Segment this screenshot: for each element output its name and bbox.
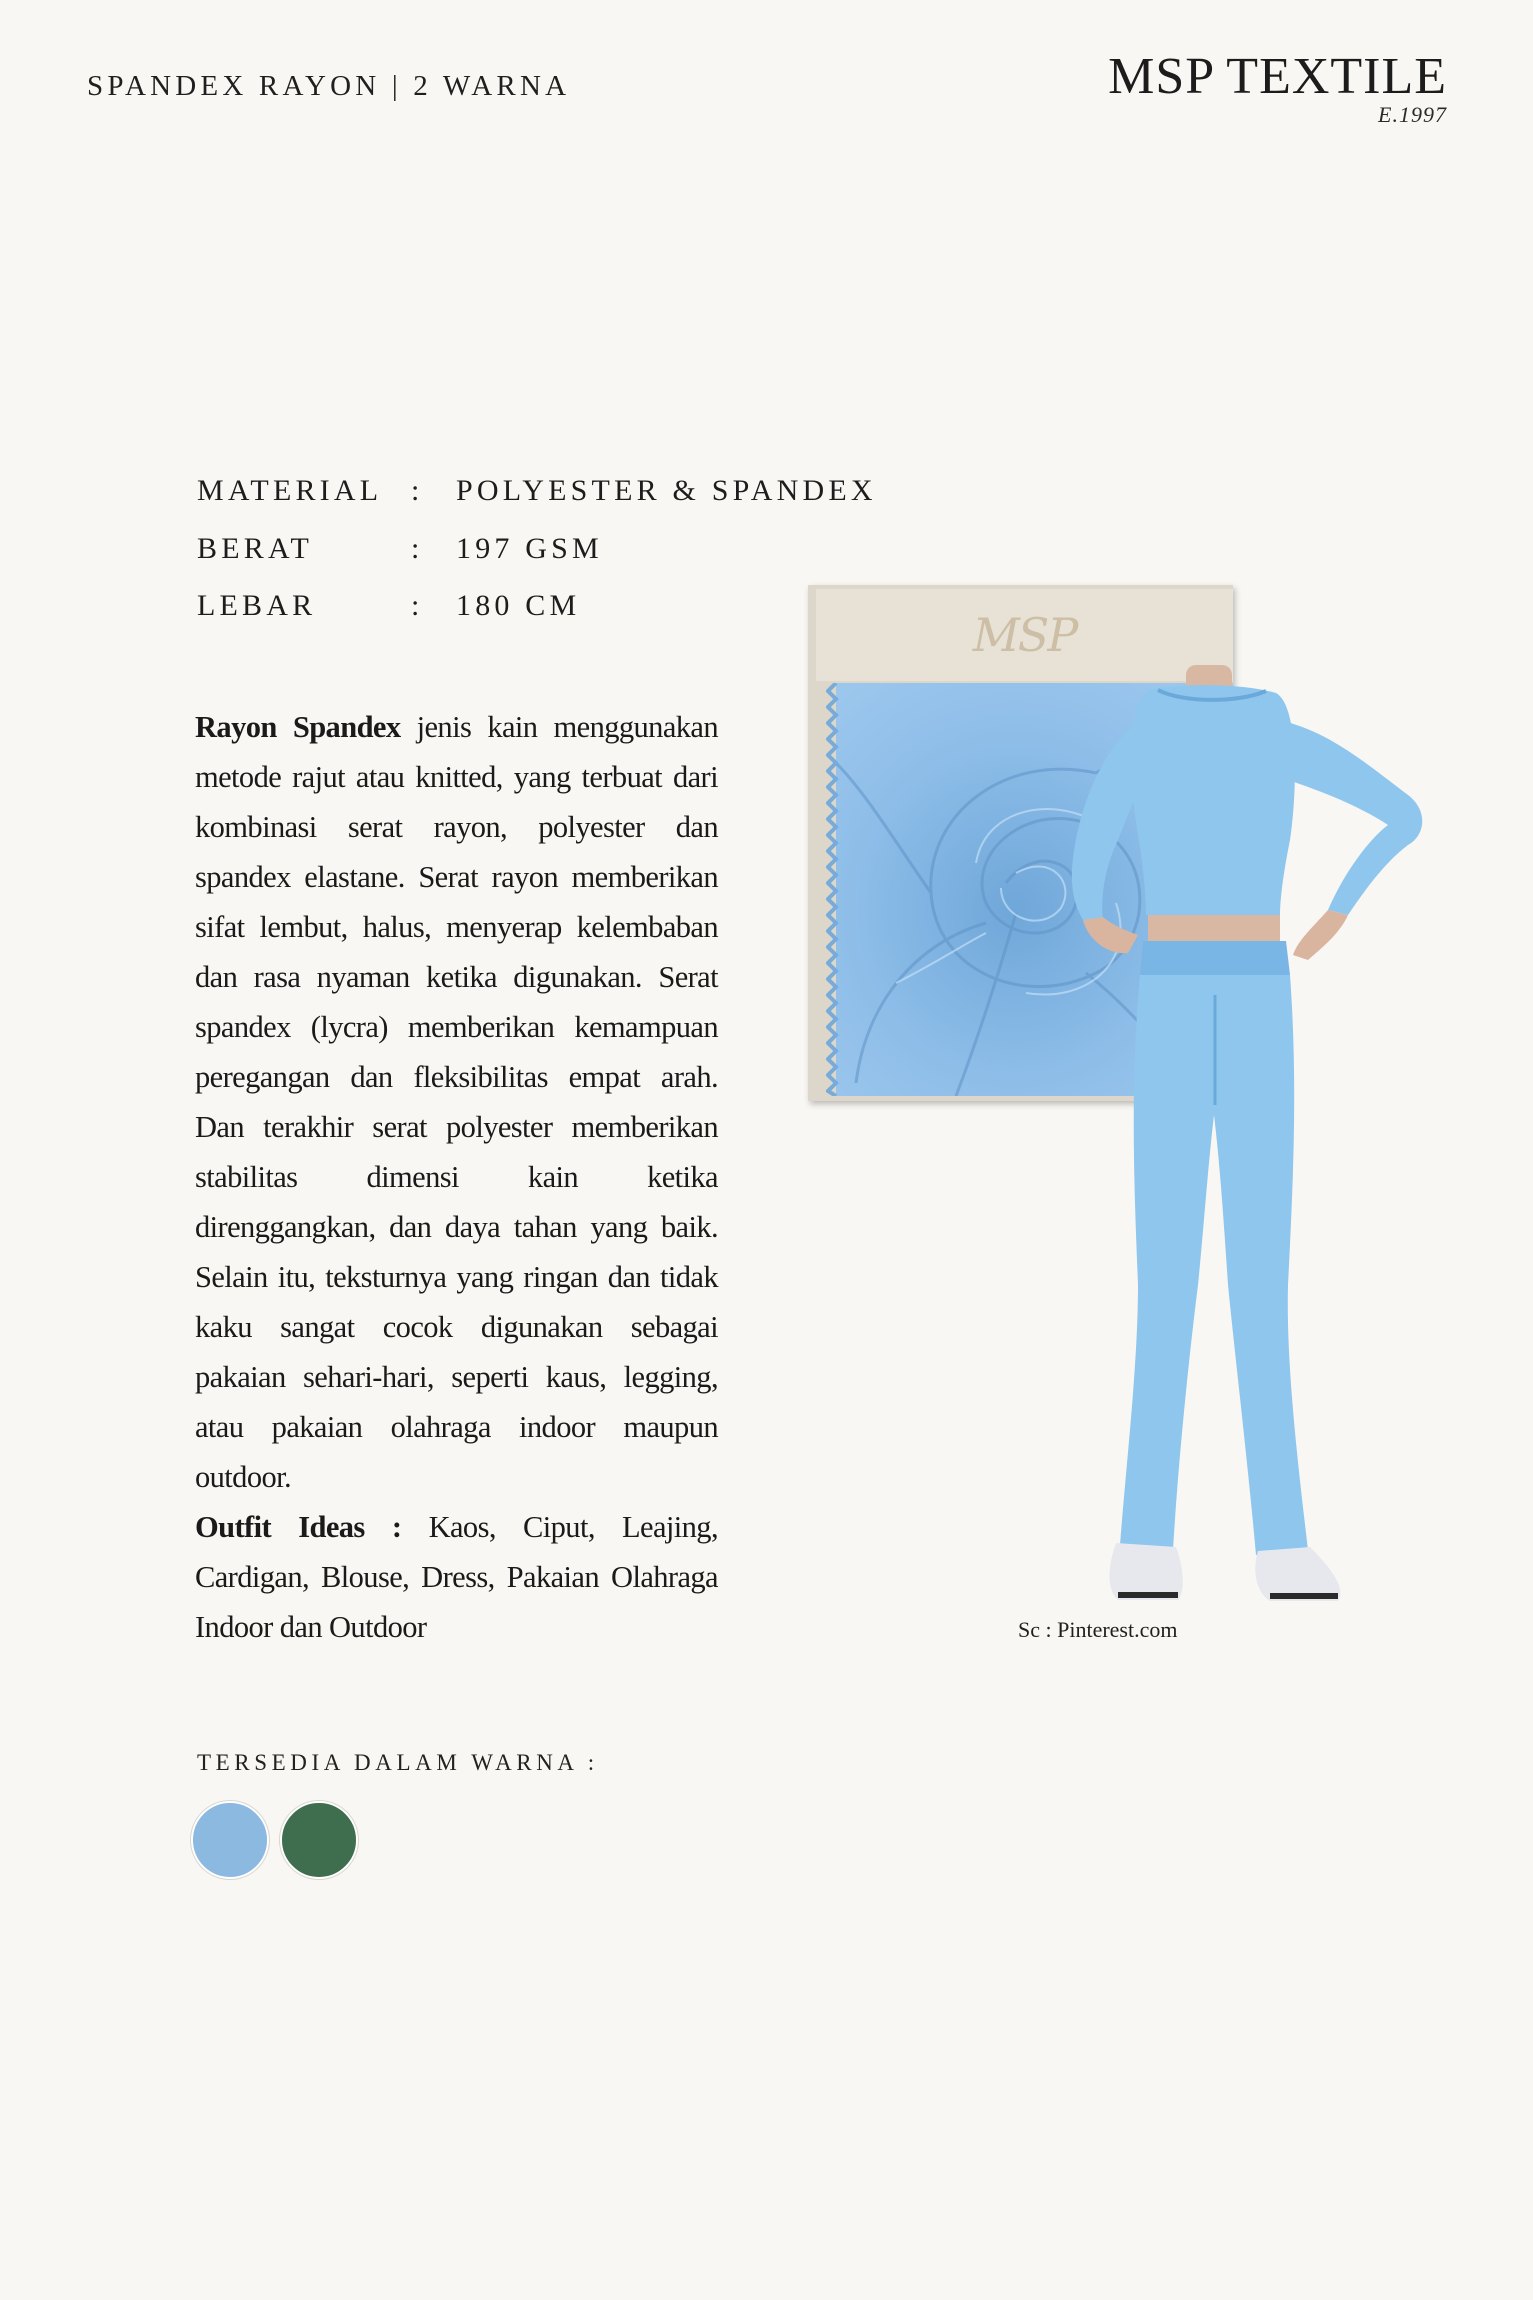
- colors-label: TERSEDIA DALAM WARNA :: [197, 1750, 599, 1775]
- image-caption: Sc : Pinterest.com: [1018, 1617, 1178, 1642]
- spec-colon: :: [411, 589, 424, 622]
- outfit-ideas-label: Outfit Ideas :: [195, 1510, 402, 1544]
- outfit-ideas-text: Kaos, Ciput, Leajing, Cardigan, Blouse, Dress, Pakaian Olahraga Indoor dan Outdoor: [195, 1510, 718, 1644]
- color-swatch-green[interactable]: [280, 1801, 358, 1879]
- description-paragraph: [195, 702, 718, 1502]
- spec-colon: :: [411, 531, 424, 565]
- product-image: [808, 585, 1428, 1605]
- spec-label: BERAT: [197, 531, 314, 565]
- product-description: [195, 702, 718, 1652]
- brand-name: MSP TEXTILE: [1108, 48, 1447, 105]
- pinked-edge-graphic: [826, 683, 840, 1096]
- page-title: SPANDEX RAYON | 2 WARNA: [87, 70, 571, 102]
- outfit-ideas: [195, 1502, 718, 1652]
- spec-value: POLYESTER & SPANDEX: [456, 474, 877, 507]
- spec-label: MATERIAL: [197, 474, 383, 507]
- description-lead: Rayon Spandex: [195, 710, 401, 744]
- spec-value: 197 GSM: [456, 531, 603, 565]
- model-photo: [1008, 665, 1428, 1605]
- spec-label: LEBAR: [197, 589, 317, 622]
- brand-logo: [1108, 46, 1447, 128]
- brand-established: E.1997: [1378, 102, 1447, 127]
- color-swatch-light-blue[interactable]: [191, 1801, 269, 1879]
- card-logo: MSP: [972, 608, 1077, 662]
- description-body: jenis kain menggunakan metode rajut atau knitted, yang terbuat dari kombinasi serat rayon, polyester dan spandex elastane. Serat rayon memberikan sifat lembut, halus, menyerap kelembaban dan rasa nyaman ketika digunakan. Serat spandex (lycra) memberikan kemampuan peregangan dan fleksibilitas empat arah. Dan terakhir serat polyester memberikan stabilitas dimensi kain ketika direnggangkan, dan daya tahan yang baik. Selain itu, teksturnya yang ringan dan tidak kaku sangat cocok digunakan sebagai pakaian sehari-hari, seperti kaus, legging, atau pakaian olahraga indoor maupun outdoor.: [195, 710, 719, 1494]
- spec-value: 180 CM: [456, 589, 581, 622]
- spec-colon: :: [411, 474, 424, 507]
